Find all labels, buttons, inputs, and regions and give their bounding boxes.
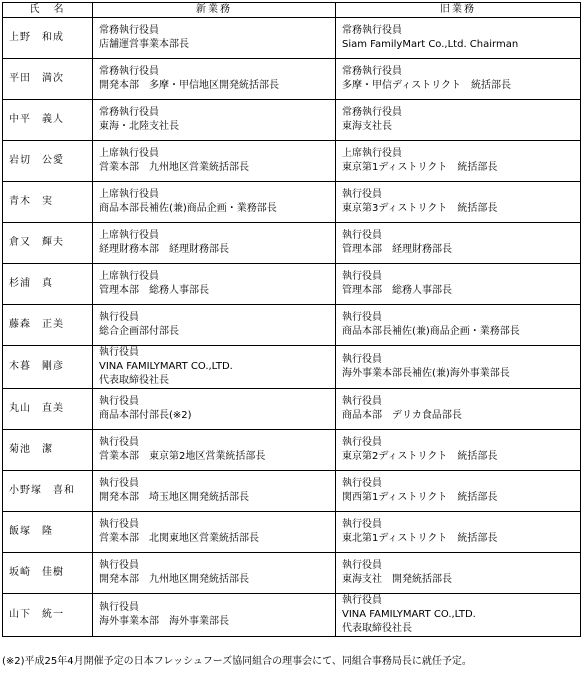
- table-row: [3, 100, 581, 141]
- old-duty-line: 東京第3ディストリクト 統括部長: [342, 203, 498, 214]
- new-duty-cell: [93, 389, 336, 430]
- old-duty-line: 常務執行役員: [342, 107, 402, 118]
- old-duty-line: 執行役員: [342, 271, 382, 282]
- old-duty-line: 関西第1ディストリクト 統括部長: [342, 492, 498, 503]
- new-duty-cell: [93, 305, 336, 346]
- old-duty-line: 管理本部 経理財務部長: [342, 244, 452, 255]
- new-duty-line: 店舗運営事業本部長: [99, 39, 189, 50]
- old-duty-cell: [336, 18, 581, 59]
- new-duty-line: 経理財務本部 経理財務部長: [99, 244, 229, 255]
- new-duty-line: VINA FAMILYMART CO.,LTD.: [99, 361, 233, 372]
- old-duty-cell: [336, 553, 581, 594]
- new-duty-line: 上席執行役員: [99, 230, 159, 241]
- table-row: [3, 223, 581, 264]
- new-duty-line: 管理本部 総務人事部長: [99, 285, 209, 296]
- old-duty-line: 東海支社 開発統括部長: [342, 574, 452, 585]
- new-duty-cell: [93, 553, 336, 594]
- new-duty-line: 代表取締役社長: [99, 375, 169, 386]
- new-duty-line: 執行役員: [99, 396, 139, 407]
- new-duty-cell: [93, 59, 336, 100]
- new-duty-line: 執行役員: [99, 437, 139, 448]
- new-duty-line: 開発本部 埼玉地区開発統括部長: [99, 492, 249, 503]
- officer-name: 中平 義人: [3, 100, 93, 141]
- old-duty-line: 執行役員: [342, 354, 382, 365]
- old-duty-line: 東北第1ディストリクト 統括部長: [342, 533, 498, 544]
- table-body: [3, 18, 581, 637]
- table-row: [3, 305, 581, 346]
- old-duty-cell: [336, 346, 581, 389]
- new-duty-cell: [93, 100, 336, 141]
- officer-name: 小野塚 喜和: [3, 471, 93, 512]
- old-duty-cell: [336, 430, 581, 471]
- new-duty-line: 営業本部 北関東地区営業統括部長: [99, 533, 259, 544]
- officer-name: 岩切 公愛: [3, 141, 93, 182]
- new-duty-line: 執行役員: [99, 602, 139, 613]
- officer-change-table: [2, 2, 581, 637]
- table-row: [3, 553, 581, 594]
- table-row: [3, 430, 581, 471]
- officer-name: 青木 実: [3, 182, 93, 223]
- old-duty-line: 海外事業本部長補佐(兼)海外事業部長: [342, 368, 510, 379]
- new-duty-cell: [93, 594, 336, 637]
- old-duty-line: 多摩・甲信ディストリクト 統括部長: [342, 80, 511, 91]
- new-duty-line: 執行役員: [99, 312, 139, 323]
- old-duty-line: 管理本部 総務人事部長: [342, 285, 452, 296]
- new-duty-cell: [93, 471, 336, 512]
- old-duty-line: 執行役員: [342, 519, 382, 530]
- old-duty-cell: [336, 223, 581, 264]
- old-duty-cell: [336, 182, 581, 223]
- officer-name: 菊池 潔: [3, 430, 93, 471]
- new-duty-line: 執行役員: [99, 478, 139, 489]
- old-duty-line: 執行役員: [342, 595, 382, 606]
- table-row: [3, 18, 581, 59]
- new-duty-cell: [93, 182, 336, 223]
- old-duty-cell: [336, 264, 581, 305]
- old-duty-line: 常務執行役員: [342, 25, 402, 36]
- officer-name: 上野 和成: [3, 18, 93, 59]
- old-duty-cell: [336, 471, 581, 512]
- table-row: [3, 141, 581, 182]
- new-duty-line: 常務執行役員: [99, 25, 159, 36]
- table-row: [3, 512, 581, 553]
- new-duty-line: 海外事業本部 海外事業部長: [99, 616, 229, 627]
- old-duty-line: 常務執行役員: [342, 66, 402, 77]
- old-duty-cell: [336, 389, 581, 430]
- new-duty-line: 総合企画部付部長: [99, 326, 179, 337]
- new-duty-line: 執行役員: [99, 519, 139, 530]
- new-duty-cell: [93, 430, 336, 471]
- new-duty-line: 開発本部 多摩・甲信地区開発統括部長: [99, 80, 279, 91]
- table-row: [3, 471, 581, 512]
- new-duty-line: 常務執行役員: [99, 107, 159, 118]
- officer-name: 杉浦 真: [3, 264, 93, 305]
- new-duty-cell: [93, 223, 336, 264]
- table-row: [3, 594, 581, 637]
- old-duty-line: 東京第1ディストリクト 統括部長: [342, 162, 498, 173]
- officer-name: 飯塚 隆: [3, 512, 93, 553]
- officer-name: 藤森 正美: [3, 305, 93, 346]
- old-duty-line: 執行役員: [342, 396, 382, 407]
- table-header-row: [3, 3, 581, 18]
- new-duty-line: 執行役員: [99, 560, 139, 571]
- old-duty-line: 東京第2ディストリクト 統括部長: [342, 451, 498, 462]
- table-row: [3, 59, 581, 100]
- table-row: [3, 264, 581, 305]
- new-duty-line: 常務執行役員: [99, 66, 159, 77]
- old-duty-cell: [336, 141, 581, 182]
- new-duty-line: 営業本部 東京第2地区営業統括部長: [99, 451, 266, 462]
- footnote: (※2)平成25年4月開催予定の日本フレッシュフーズ協同組合の理事会にて、同組合事務局長に就任予定。: [2, 656, 472, 667]
- new-duty-line: 上席執行役員: [99, 271, 159, 282]
- new-duty-cell: [93, 141, 336, 182]
- new-duty-cell: [93, 512, 336, 553]
- header-old-duty: 旧業務: [336, 3, 581, 18]
- new-duty-line: 商品本部付部長(※2): [99, 410, 192, 421]
- old-duty-line: 執行役員: [342, 312, 382, 323]
- old-duty-line: 商品本部長補佐(兼)商品企画・業務部長: [342, 326, 520, 337]
- new-duty-line: 開発本部 九州地区開発統括部長: [99, 574, 249, 585]
- new-duty-line: 上席執行役員: [99, 148, 159, 159]
- old-duty-cell: [336, 100, 581, 141]
- new-duty-cell: [93, 264, 336, 305]
- new-duty-line: 上席執行役員: [99, 189, 159, 200]
- officer-name: 倉又 輝夫: [3, 223, 93, 264]
- old-duty-line: 執行役員: [342, 189, 382, 200]
- old-duty-line: 執行役員: [342, 478, 382, 489]
- officer-name: 木暮 剛彦: [3, 346, 93, 389]
- old-duty-line: 商品本部 デリカ食品部長: [342, 410, 462, 421]
- old-duty-cell: [336, 305, 581, 346]
- officer-name: 平田 満次: [3, 59, 93, 100]
- new-duty-line: 東海・北陸支社長: [99, 121, 179, 132]
- officer-name: 坂崎 佳樹: [3, 553, 93, 594]
- old-duty-line: 東海支社長: [342, 121, 392, 132]
- new-duty-line: 執行役員: [99, 347, 139, 358]
- officer-name: 山下 統一: [3, 594, 93, 637]
- old-duty-line: 代表取締役社長: [342, 623, 412, 634]
- officer-name: 丸山 直美: [3, 389, 93, 430]
- old-duty-line: 執行役員: [342, 560, 382, 571]
- table-row: [3, 182, 581, 223]
- new-duty-cell: [93, 18, 336, 59]
- header-new-duty: 新業務: [93, 3, 336, 18]
- old-duty-line: 執行役員: [342, 437, 382, 448]
- old-duty-cell: [336, 59, 581, 100]
- old-duty-line: Siam FamilyMart Co.,Ltd. Chairman: [342, 39, 519, 50]
- table-row: [3, 389, 581, 430]
- new-duty-line: 営業本部 九州地区営業統括部長: [99, 162, 249, 173]
- new-duty-line: 商品本部長補佐(兼)商品企画・業務部長: [99, 203, 277, 214]
- old-duty-cell: [336, 512, 581, 553]
- table-row: [3, 346, 581, 389]
- old-duty-line: VINA FAMILYMART CO.,LTD.: [342, 609, 476, 620]
- old-duty-cell: [336, 594, 581, 637]
- new-duty-cell: [93, 346, 336, 389]
- header-name: 氏 名: [3, 3, 93, 18]
- old-duty-line: 執行役員: [342, 230, 382, 241]
- old-duty-line: 上席執行役員: [342, 148, 402, 159]
